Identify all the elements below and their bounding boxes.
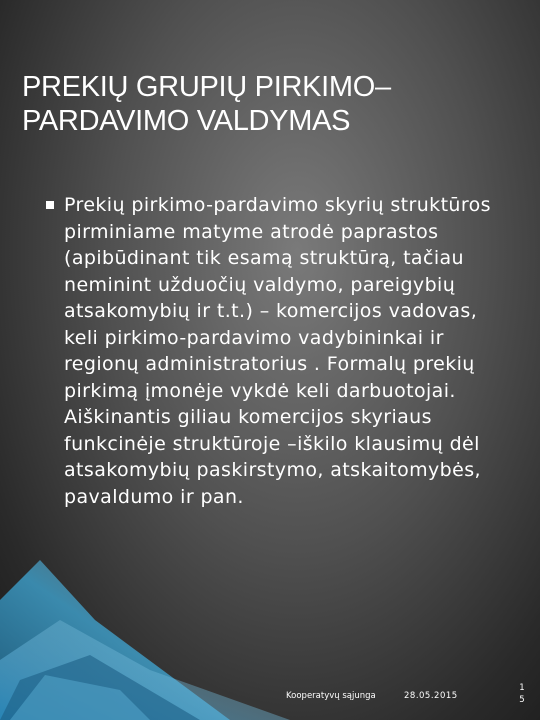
bullet-item bbox=[64, 192, 504, 510]
footer-page-number bbox=[516, 682, 528, 706]
corner-decoration bbox=[0, 560, 290, 720]
page-number-line-1: 1 bbox=[519, 683, 525, 693]
square-bullet-icon bbox=[46, 201, 54, 209]
slide-title bbox=[22, 70, 522, 138]
footer-organization: Kooperatyvų sąjunga bbox=[286, 691, 376, 701]
bullet-text: Prekių pirkimo-pardavimo skyrių struktūros pirminiame matyme atrodė paprastos (apibūdinant tik esamą struktūrą, tačiau neminint užduočių valdymo, pareigybių atsakomybių ir t.t.) – komercijos vadovas, keli pirkimo-pardavimo vadybininkai ir regionų administratorius . Formalų prekių pirkimą įmonėje vykdė keli darbuotojai. Aiškinantis giliau komercijos skyriaus funkcinėje struktūroje –iškilo klausimų dėl atsakomybių paskirstymo, atskaitomybės, pavaldumo ir pan. bbox=[64, 194, 491, 508]
page-number-line-2: 5 bbox=[519, 695, 525, 705]
slide-title-line-1: PREKIŲ GRUPIŲ PIRKIMO– bbox=[22, 71, 391, 103]
slide-title-line-2: PARDAVIMO VALDYMAS bbox=[22, 105, 351, 137]
footer-date: 28.05.2015 bbox=[404, 691, 458, 701]
